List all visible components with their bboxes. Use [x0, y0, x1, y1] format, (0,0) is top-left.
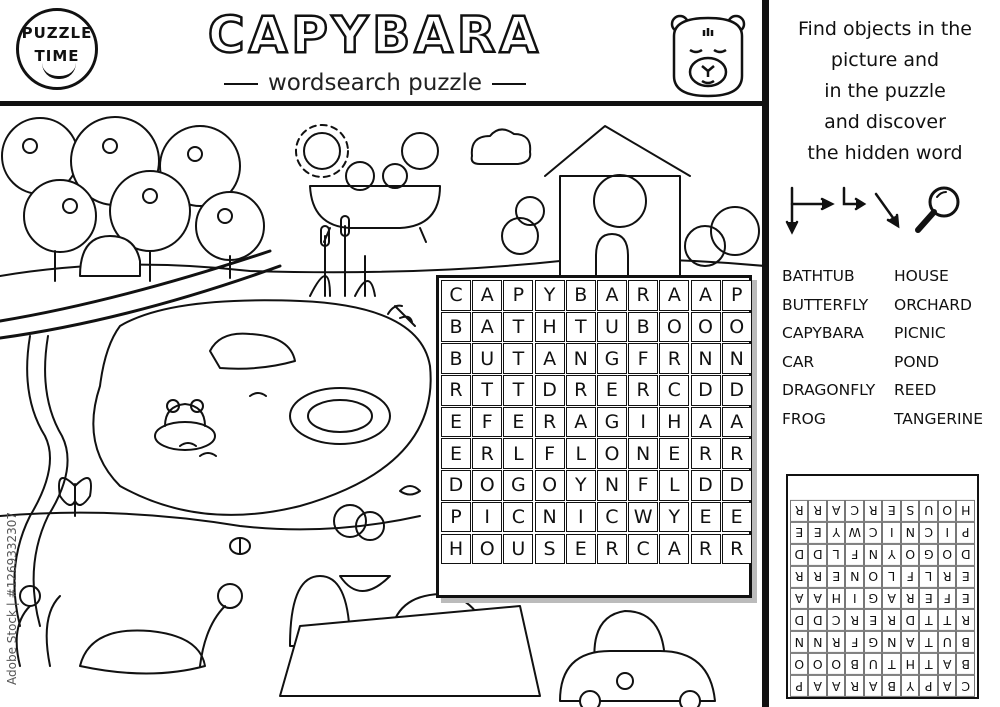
grid-cell: G	[503, 470, 533, 501]
magnifier-icon	[918, 188, 958, 230]
answer-key-cell: D	[790, 544, 809, 566]
grid-cell: C	[597, 502, 627, 533]
answer-key-cell: N	[809, 631, 828, 653]
grid-cell: F	[472, 407, 502, 438]
grid-cell: E	[597, 375, 627, 406]
grid-cell: F	[628, 343, 658, 374]
wordsearch-grid	[441, 280, 752, 596]
grid-cell: F	[628, 470, 658, 501]
answer-key-cell: T	[883, 653, 902, 675]
instruction-line: Find objects in the	[798, 18, 972, 40]
arrow-down-icon	[787, 188, 797, 232]
grid-cell: T	[472, 375, 502, 406]
answer-key-cell: H	[901, 653, 920, 675]
grid-cell: D	[691, 470, 721, 501]
grid-cell: R	[722, 438, 752, 469]
answer-key-cell: B	[846, 653, 865, 675]
answer-key-cell: Y	[901, 675, 920, 697]
grid-cell: N	[691, 343, 721, 374]
grid-cell: F	[535, 438, 565, 469]
grid-cell: I	[628, 407, 658, 438]
grid-cell: R	[628, 280, 658, 311]
word-item: ORCHARD	[894, 295, 972, 314]
answer-key-cell: D	[790, 609, 809, 631]
grid-cell: N	[722, 343, 752, 374]
logo-line-1: PUZZLE	[21, 24, 93, 42]
answer-key-cell: O	[938, 544, 957, 566]
answer-key-cell: E	[957, 566, 976, 588]
grid-cell: C	[659, 375, 689, 406]
grid-cell: R	[441, 375, 471, 406]
grid-cell: U	[472, 343, 502, 374]
arrow-right-icon	[792, 199, 832, 209]
grid-cell: C	[628, 534, 658, 565]
answer-key-cell: U	[864, 653, 883, 675]
answer-key-cell: U	[920, 500, 939, 522]
grid-cell: C	[441, 280, 471, 311]
answer-key-cell: N	[846, 566, 865, 588]
logo-line-2: TIME	[34, 47, 80, 65]
answer-key-cell: E	[883, 500, 902, 522]
answer-key-cell: B	[883, 675, 902, 697]
grid-cell: L	[503, 438, 533, 469]
answer-key-cell: R	[883, 609, 902, 631]
answer-key-cell: A	[864, 675, 883, 697]
grid-cell: E	[441, 407, 471, 438]
instruction-line: the hidden word	[807, 142, 963, 164]
answer-key-cell: A	[883, 587, 902, 609]
answer-key-cell: P	[790, 675, 809, 697]
answer-key-cell: U	[938, 631, 957, 653]
answer-key-cell: R	[790, 566, 809, 588]
answer-key-cell: T	[938, 609, 957, 631]
grid-cell: O	[691, 312, 721, 343]
word-item: DRAGONFLY	[782, 381, 876, 399]
grid-cell: P	[503, 280, 533, 311]
word-item: REED	[894, 381, 937, 399]
grid-cell: N	[597, 470, 627, 501]
answer-key-cell: I	[846, 587, 865, 609]
word-item: POND	[894, 352, 940, 371]
cloud-icon	[472, 129, 531, 164]
answer-key-cell: D	[809, 544, 828, 566]
answer-key-cell: B	[957, 631, 976, 653]
grid-cell: D	[722, 375, 752, 406]
grid-cell: A	[722, 407, 752, 438]
car-drawing	[560, 651, 715, 707]
word-item: BATHTUB	[782, 267, 855, 285]
grid-cell: R	[535, 407, 565, 438]
answer-key-cell: N	[864, 544, 883, 566]
grid-cell: E	[503, 407, 533, 438]
grid-cell: A	[659, 280, 689, 311]
grid-cell: I	[472, 502, 502, 533]
grid-cell: P	[441, 502, 471, 533]
grid-cell: Y	[566, 470, 596, 501]
grid-cell: B	[628, 312, 658, 343]
grid-cell: L	[566, 438, 596, 469]
answer-key-cell: R	[846, 675, 865, 697]
answer-key-cell: H	[827, 587, 846, 609]
answer-key-cell: O	[901, 544, 920, 566]
answer-key-cell: R	[938, 566, 957, 588]
answer-key-cell: L	[883, 566, 902, 588]
answer-key-cell: O	[864, 566, 883, 588]
grid-cell: G	[597, 407, 627, 438]
direction-icons	[784, 182, 984, 242]
word-item: HOUSE	[894, 267, 949, 285]
answer-key-cell: R	[809, 566, 828, 588]
answer-key-cell: E	[827, 566, 846, 588]
grid-cell: R	[472, 438, 502, 469]
answer-key-cell: N	[790, 631, 809, 653]
instructions-text	[772, 14, 998, 169]
answer-key-cell: R	[901, 587, 920, 609]
bathtub-drawing	[310, 133, 440, 242]
grid-cell: A	[566, 407, 596, 438]
grid-cell: N	[535, 502, 565, 533]
grid-cell: O	[472, 470, 502, 501]
stock-watermark	[3, 470, 21, 690]
answer-key-cell: C	[864, 522, 883, 544]
grid-cell: I	[566, 502, 596, 533]
grid-cell: O	[722, 312, 752, 343]
answer-key-cell: C	[827, 609, 846, 631]
grid-cell: W	[628, 502, 658, 533]
grid-cell: G	[597, 343, 627, 374]
answer-key-grid	[790, 478, 975, 697]
answer-key-cell: P	[920, 675, 939, 697]
answer-key-cell: R	[846, 609, 865, 631]
word-item: CAR	[782, 352, 815, 371]
grid-cell: P	[722, 280, 752, 311]
answer-key-cell: C	[957, 675, 976, 697]
grid-cell: T	[503, 375, 533, 406]
answer-key-cell: R	[957, 609, 976, 631]
page-title: CAPYBARA	[207, 6, 543, 64]
grid-cell: H	[441, 534, 471, 565]
answer-key-cell: A	[901, 631, 920, 653]
answer-key-cell: A	[809, 587, 828, 609]
grid-cell: H	[535, 312, 565, 343]
answer-key-cell: F	[846, 631, 865, 653]
grid-cell: O	[535, 470, 565, 501]
answer-key-cell: I	[938, 522, 957, 544]
answer-key-cell: L	[920, 566, 939, 588]
grid-cell: A	[472, 280, 502, 311]
answer-key-cell: E	[864, 609, 883, 631]
grid-cell: R	[722, 534, 752, 565]
grid-cell: O	[597, 438, 627, 469]
ladybug-icon	[230, 538, 250, 554]
word-list-column-2	[894, 262, 983, 433]
answer-key-cell: F	[901, 566, 920, 588]
answer-key-cell: W	[846, 522, 865, 544]
answer-key-cell: G	[920, 544, 939, 566]
grid-cell: C	[503, 502, 533, 533]
grid-cell: Y	[659, 502, 689, 533]
answer-key-cell: E	[809, 522, 828, 544]
grid-cell: U	[597, 312, 627, 343]
page-subtitle: wordsearch puzzle	[200, 70, 550, 96]
answer-key-cell: A	[809, 675, 828, 697]
grid-cell: E	[659, 438, 689, 469]
instruction-line: picture and	[830, 49, 940, 71]
grid-cell: O	[472, 534, 502, 565]
grid-cell: A	[472, 312, 502, 343]
grid-cell: D	[441, 470, 471, 501]
answer-key-cell: G	[864, 587, 883, 609]
grid-cell: A	[691, 280, 721, 311]
wordsearch-grid-frame	[436, 275, 752, 598]
grid-cell: R	[566, 375, 596, 406]
answer-key-cell: T	[920, 609, 939, 631]
grid-cell: A	[691, 407, 721, 438]
answer-key-cell: N	[883, 631, 902, 653]
grid-cell: E	[691, 502, 721, 533]
answer-key-cell: R	[790, 500, 809, 522]
answer-key-cell: D	[901, 609, 920, 631]
answer-key-cell: A	[938, 653, 957, 675]
grid-cell: T	[566, 312, 596, 343]
grid-cell: T	[503, 343, 533, 374]
word-list-column-1	[782, 262, 875, 433]
answer-key-cell: G	[864, 631, 883, 653]
answer-key-cell: R	[809, 500, 828, 522]
word-item: BUTTERFLY	[782, 295, 869, 314]
grid-cell: B	[566, 280, 596, 311]
grid-cell: A	[597, 280, 627, 311]
answer-key-cell: C	[846, 500, 865, 522]
word-item: CAPYBARA	[782, 324, 864, 342]
answer-key-cell: B	[957, 653, 976, 675]
word-item: PICNIC	[894, 324, 946, 342]
grid-cell: R	[659, 343, 689, 374]
grid-cell: R	[691, 438, 721, 469]
answer-key-cell: L	[827, 544, 846, 566]
sun-icon	[296, 125, 348, 177]
pond-drawing	[93, 300, 430, 515]
answer-key-cell: C	[920, 522, 939, 544]
grid-cell: B	[441, 343, 471, 374]
answer-key-cell: I	[883, 522, 902, 544]
bird-icon	[400, 486, 420, 495]
grid-cell: N	[628, 438, 658, 469]
answer-key-cell: O	[790, 653, 809, 675]
answer-key-cell: N	[901, 522, 920, 544]
answer-key-cell: R	[864, 500, 883, 522]
logo-smile-icon	[42, 63, 76, 79]
word-item: FROG	[782, 409, 826, 428]
answer-key-cell: O	[809, 653, 828, 675]
answer-key-cell: T	[920, 631, 939, 653]
answer-key-cell: E	[790, 522, 809, 544]
answer-key-cell: A	[827, 500, 846, 522]
stock-watermark-text: Adobe Stock | #1269332307	[5, 511, 19, 685]
grid-cell: S	[535, 534, 565, 565]
answer-key-cell: O	[827, 653, 846, 675]
grid-cell: R	[691, 534, 721, 565]
answer-key-cell: D	[957, 544, 976, 566]
grid-cell: E	[722, 502, 752, 533]
answer-key-cell: T	[920, 653, 939, 675]
answer-key-cell: A	[790, 587, 809, 609]
answer-key-cell: A	[827, 675, 846, 697]
answer-key-cell: E	[957, 587, 976, 609]
grid-cell: N	[566, 343, 596, 374]
answer-key-cell: O	[938, 500, 957, 522]
answer-key-cell: S	[901, 500, 920, 522]
puzzle-time-logo	[16, 8, 98, 90]
capybara-face-icon	[660, 6, 756, 102]
answer-key-cell: H	[957, 500, 976, 522]
house-drawing	[545, 126, 690, 286]
answer-key-cell: Y	[827, 522, 846, 544]
answer-key-cell: F	[846, 544, 865, 566]
answer-key-cell: P	[957, 522, 976, 544]
instruction-line: in the puzzle	[824, 80, 946, 102]
grid-cell: A	[659, 534, 689, 565]
answer-key-cell: A	[938, 675, 957, 697]
grid-cell: B	[441, 312, 471, 343]
instruction-line: and discover	[824, 111, 946, 133]
grid-cell: H	[659, 407, 689, 438]
arrow-down-right-icon	[876, 194, 898, 226]
grid-cell: U	[503, 534, 533, 565]
grid-cell: D	[691, 375, 721, 406]
grid-cell: Y	[535, 280, 565, 311]
answer-key-cell: D	[809, 609, 828, 631]
grid-cell: E	[566, 534, 596, 565]
grid-cell: E	[441, 438, 471, 469]
word-item: TANGERINE	[894, 409, 983, 428]
arrow-down-right-icon	[844, 188, 864, 209]
grid-cell: R	[597, 534, 627, 565]
answer-key-cell: E	[920, 587, 939, 609]
grid-cell: T	[503, 312, 533, 343]
answer-key-cell: Y	[883, 544, 902, 566]
answer-key-cell: F	[938, 587, 957, 609]
grid-cell: R	[628, 375, 658, 406]
grid-cell: O	[659, 312, 689, 343]
answer-key-cell: R	[827, 631, 846, 653]
grid-cell: D	[722, 470, 752, 501]
grid-cell: A	[535, 343, 565, 374]
answer-key	[786, 474, 979, 699]
grid-cell: D	[535, 375, 565, 406]
grid-cell: L	[659, 470, 689, 501]
